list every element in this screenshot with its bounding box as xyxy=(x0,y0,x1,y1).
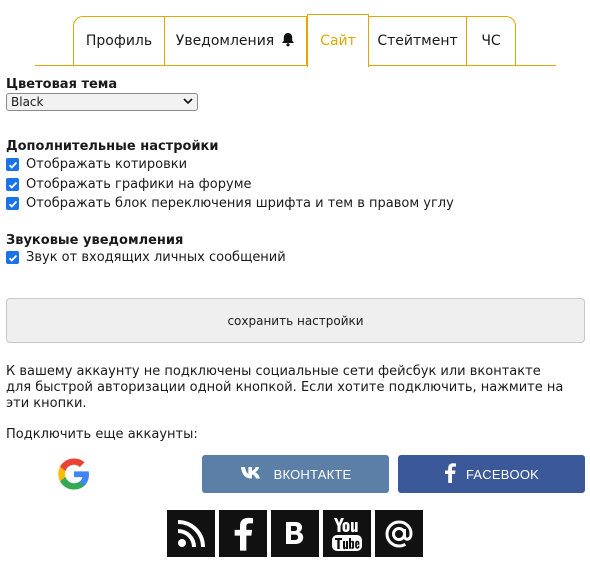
tab-label: Стейтмент xyxy=(377,33,458,49)
connect-accounts-label: Подключить еще аккаунты: xyxy=(6,427,198,442)
rss-icon[interactable] xyxy=(167,510,215,557)
tab-notifications[interactable] xyxy=(165,16,307,65)
tab-label: Сайт xyxy=(320,33,356,49)
option-font-theme-block[interactable] xyxy=(6,196,454,211)
option-label: Отображать котировки xyxy=(26,157,188,172)
facebook-label: FACEBOOK xyxy=(465,466,540,482)
settings-tabs xyxy=(35,14,556,66)
theme-select[interactable] xyxy=(6,93,198,111)
option-forum-charts[interactable] xyxy=(6,177,252,192)
chevron-down-icon xyxy=(183,97,193,108)
youtube-icon[interactable] xyxy=(323,510,371,557)
save-settings-button[interactable]: сохранить настройки xyxy=(6,298,585,343)
option-label: Звук от входящих личных сообщений xyxy=(26,250,286,265)
checkbox-checked[interactable] xyxy=(6,158,19,171)
bell-icon xyxy=(281,32,295,51)
checkbox-checked[interactable] xyxy=(6,197,19,210)
google-icon[interactable] xyxy=(56,456,92,492)
vk-login-button[interactable] xyxy=(202,455,389,493)
vk-icon xyxy=(240,466,264,483)
checkbox-checked[interactable] xyxy=(6,251,19,264)
tab-blacklist[interactable] xyxy=(467,16,516,65)
checkbox-checked[interactable] xyxy=(6,178,19,191)
tab-profile[interactable] xyxy=(73,16,165,65)
tab-label: ЧС xyxy=(481,33,501,49)
option-pm-sound[interactable] xyxy=(6,250,286,265)
option-label: Отображать блок переключения шрифта и тем в правом углу xyxy=(26,196,454,211)
tab-site[interactable] xyxy=(307,14,369,67)
tabs-underline xyxy=(35,65,556,66)
option-quotes[interactable] xyxy=(6,157,187,172)
facebook-square-icon[interactable] xyxy=(219,510,267,557)
extra-settings-title: Дополнительные настройки xyxy=(6,139,219,154)
at-icon[interactable] xyxy=(375,510,423,557)
tab-statement[interactable] xyxy=(369,16,467,65)
vk-label: ВКОНТАКТЕ xyxy=(273,466,352,482)
theme-title: Цветовая тема xyxy=(6,77,118,92)
facebook-login-button[interactable] xyxy=(398,455,585,493)
tab-label: Уведомления xyxy=(175,33,275,49)
social-info-text: К вашему аккаунту не подключены социальные сети фейсбук или вконтакте для быстрой авторизации одной кнопкой. Если хотите подключить, нажмите на эти кнопки. xyxy=(6,364,564,411)
sound-notifications-title: Звуковые уведомления xyxy=(6,233,184,248)
option-label: Отображать графики на форуме xyxy=(26,177,252,192)
theme-select-value: Black xyxy=(11,95,44,109)
tab-label: Профиль xyxy=(85,33,153,49)
facebook-icon xyxy=(444,463,456,486)
b-icon[interactable] xyxy=(271,510,319,557)
